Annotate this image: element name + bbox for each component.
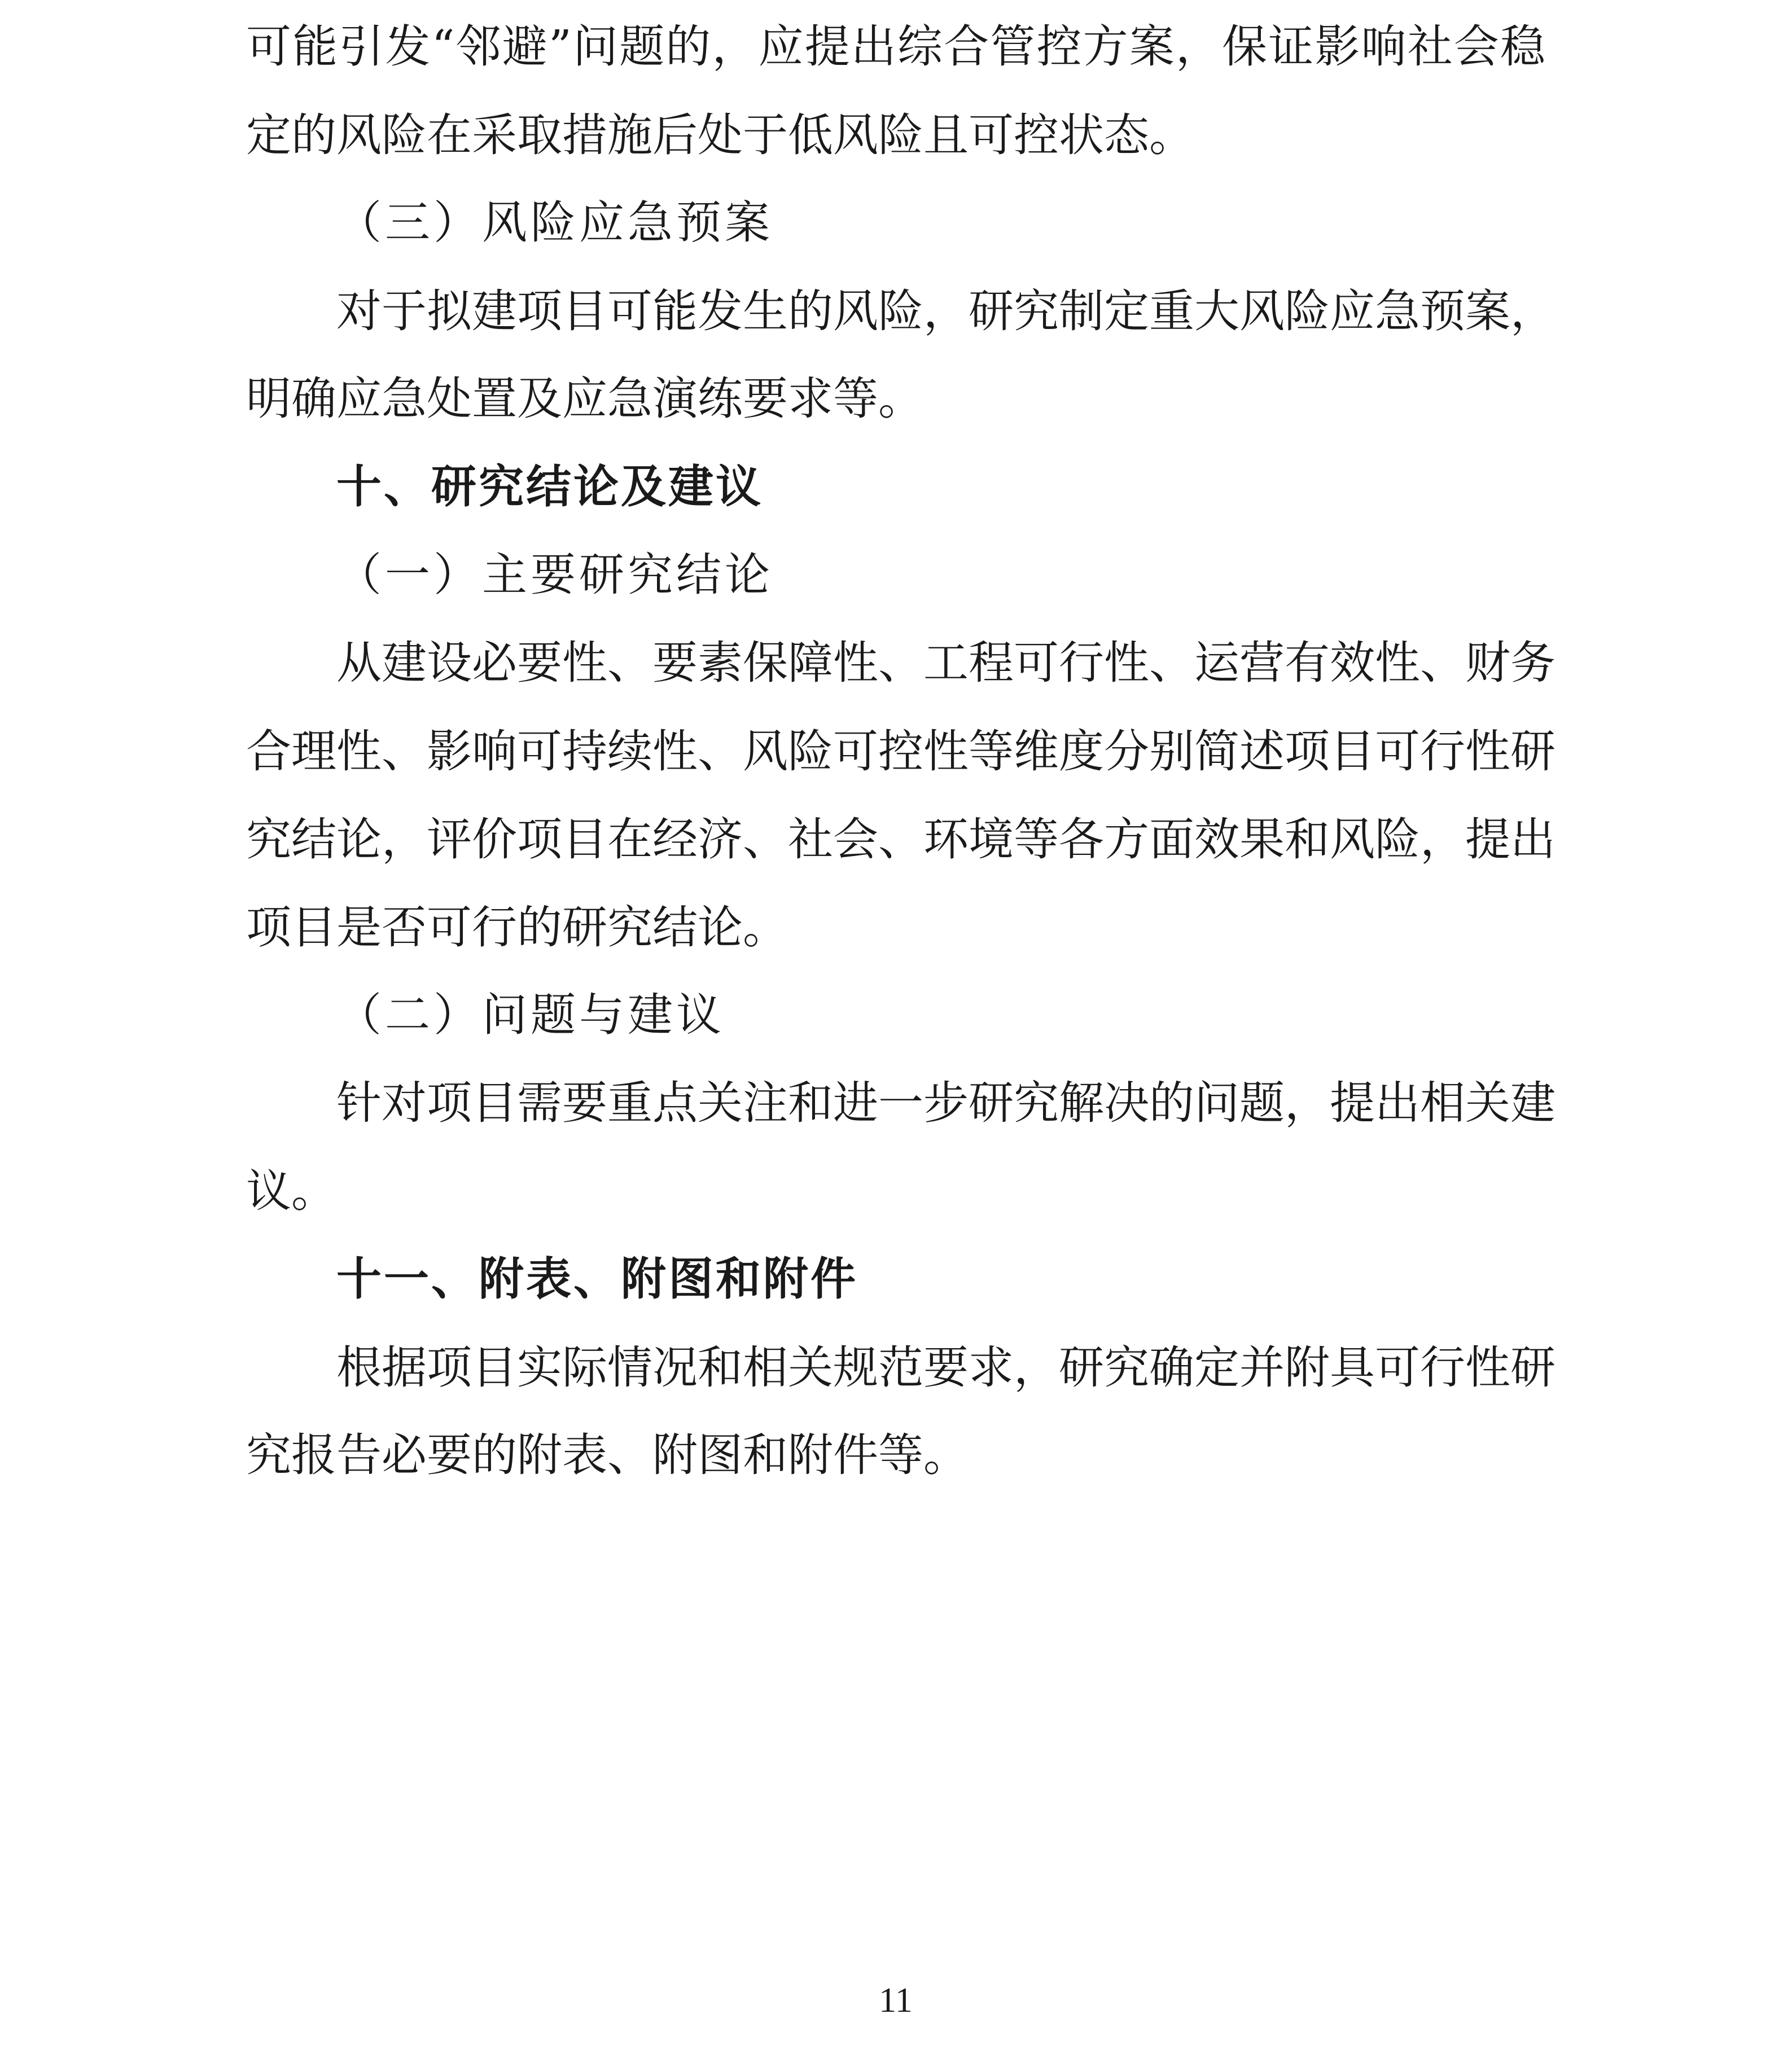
paragraph-line: 合理性、影响可持续性、风险可控性等维度分别简述项目可行性研 xyxy=(246,725,1556,778)
paragraph-line: 定的风险在采取措施后处于低风险且可控状态。 xyxy=(246,109,1194,161)
paragraph-line: 明确应急处置及应急演练要求等。 xyxy=(246,372,923,425)
subsection-heading-issues-suggestions: （二）问题与建议 xyxy=(336,989,725,1041)
section-heading-attachments: 十一、附表、附图和附件 xyxy=(336,1253,858,1305)
paragraph-line: 针对项目需要重点关注和进一步研究解决的问题，提出相关建 xyxy=(336,1077,1556,1129)
subsection-heading-risk-emergency-plan: （三）风险应急预案 xyxy=(336,196,773,249)
paragraph-line: 根据项目实际情况和相关规范要求，研究确定并附具可行性研 xyxy=(336,1341,1556,1394)
page-number: 11 xyxy=(879,1981,913,2020)
paragraph-line: 项目是否可行的研究结论。 xyxy=(246,901,788,954)
paragraph-line: 对于拟建项目可能发生的风险，研究制定重大风险应急预案， xyxy=(336,285,1556,337)
paragraph-line: 从建设必要性、要素保障性、工程可行性、运营有效性、财务 xyxy=(336,637,1556,689)
section-heading-conclusions: 十、研究结论及建议 xyxy=(336,460,763,513)
paragraph-line: 议。 xyxy=(246,1165,336,1217)
paragraph-line: 究报告必要的附表、附图和附件等。 xyxy=(246,1429,969,1481)
paragraph-line: 可能引发“邻避”问题的，应提出综合管控方案，保证影响社会稳 xyxy=(246,20,1545,73)
paragraph-line: 究结论，评价项目在经济、社会、环境等各方面效果和风险，提出 xyxy=(246,813,1556,866)
subsection-heading-main-conclusions: （一）主要研究结论 xyxy=(336,549,773,601)
